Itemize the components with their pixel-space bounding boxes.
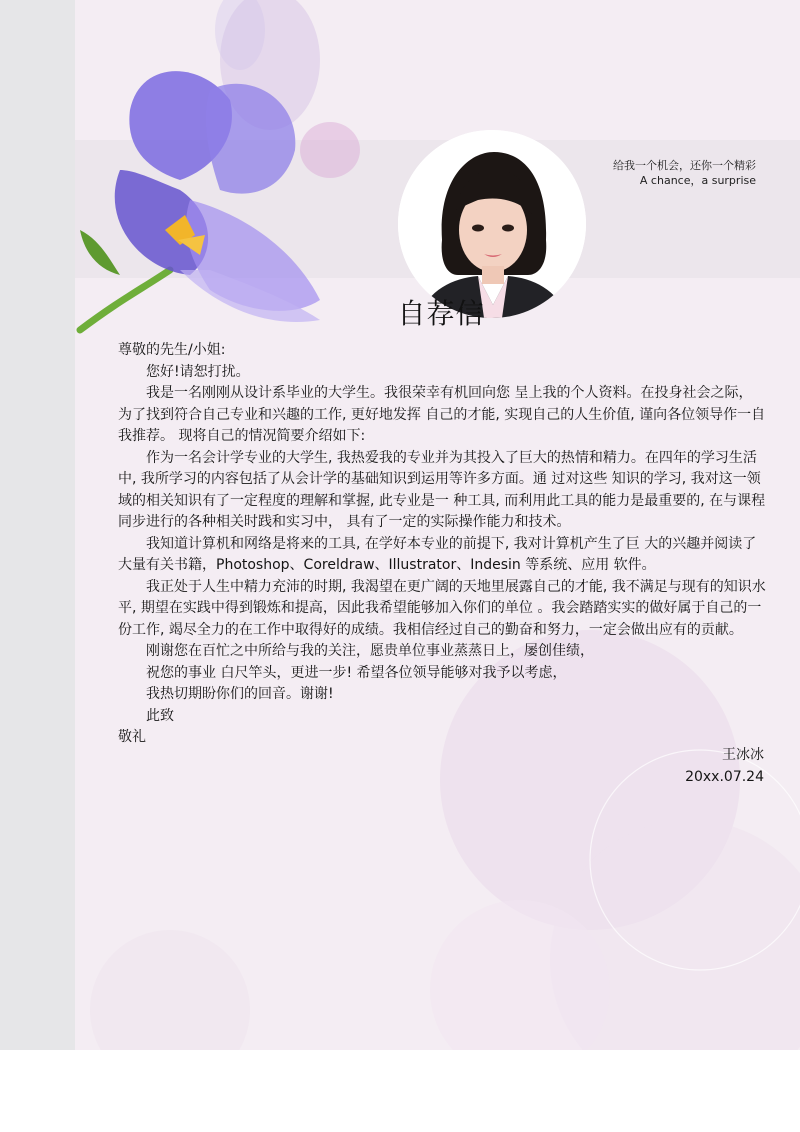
page-title: 自荐信 bbox=[397, 297, 485, 330]
signature-block bbox=[685, 745, 764, 788]
slogan-chinese: 给我一个机会，还你一个精彩 bbox=[613, 159, 756, 172]
greeting: 您好!请恕打扰。 bbox=[146, 363, 250, 380]
paragraph-5: 刚谢您在百忙之中所给与我的关注，愿贵单位事业蒸蒸日上，屡创佳绩， bbox=[146, 643, 594, 659]
closing-line-1: 此致 bbox=[146, 707, 174, 724]
paragraph-3: 我知道计算机和网络是将来的工具, 在学好本专业的前提下, 我对计算机产生了巨 大的兴趣并阅读了大量有关书籍，Photoshop、Coreldraw、Illustrator、Indesin 等系统、应用 软件。 bbox=[118, 535, 757, 573]
paragraph-4: 我正处于人生中精力充沛的时期, 我渴望在更广阔的天地里展露自己的才能, 我不满足与现有的知识水平, 期望在实践中得到锻炼和提高，因此我希望能够加入你们的单位 。我会踏踏实实的做好属于自己的一份工作, 竭尽全力的在工作中取得好的成绩。我相信经过自己的勤奋和努力，一定会做出应有的贡献。 bbox=[118, 578, 766, 638]
salutation: 尊敬的先生/小姐: bbox=[118, 342, 226, 358]
closing-line-2: 敬礼 bbox=[118, 729, 146, 745]
signature-name: 王冰冰 bbox=[722, 747, 764, 763]
paragraph-6: 祝您的事业 白尺竿头，更进一步! 希望各位领导能够对我予以考虑， bbox=[146, 664, 567, 681]
letter-body bbox=[118, 340, 766, 749]
slogan-english: A chance，a surprise bbox=[639, 174, 756, 187]
signature-date: 20xx.07.24 bbox=[685, 768, 764, 785]
paragraph-1: 我是一名刚刚从设计系毕业的大学生。我很荣幸有机回向您 呈上我的个人资料。在投身社会之际，为了找到符合自己专业和兴趣的工作, 更好地发挥 自己的才能, 实现自己的人生价值, 谨向各位领导作一自我推荐。 现将自己的情况简要介绍如下: bbox=[118, 385, 766, 444]
slogan bbox=[613, 158, 756, 188]
paragraph-7: 我热切期盼你们的回音。谢谢! bbox=[146, 686, 334, 702]
profile-photo bbox=[398, 130, 586, 318]
paragraph-2: 作为一名会计学专业的大学生, 我热爱我的专业并为其投入了巨大的热情和精力。在四年的学习生活中, 我所学习的内容包括了从会计学的基础知识到运用等许多方面。通 过对这些 知识的学习, 我对这一领域的相关知识有了一定程度的理解和掌握, 此专业是一 种工具, 而利用此工具的能力是最重要的, 在与课程同步进行的各种相关时践和实习中， 具有了一定的实际操作能力和技术。 bbox=[118, 449, 766, 530]
